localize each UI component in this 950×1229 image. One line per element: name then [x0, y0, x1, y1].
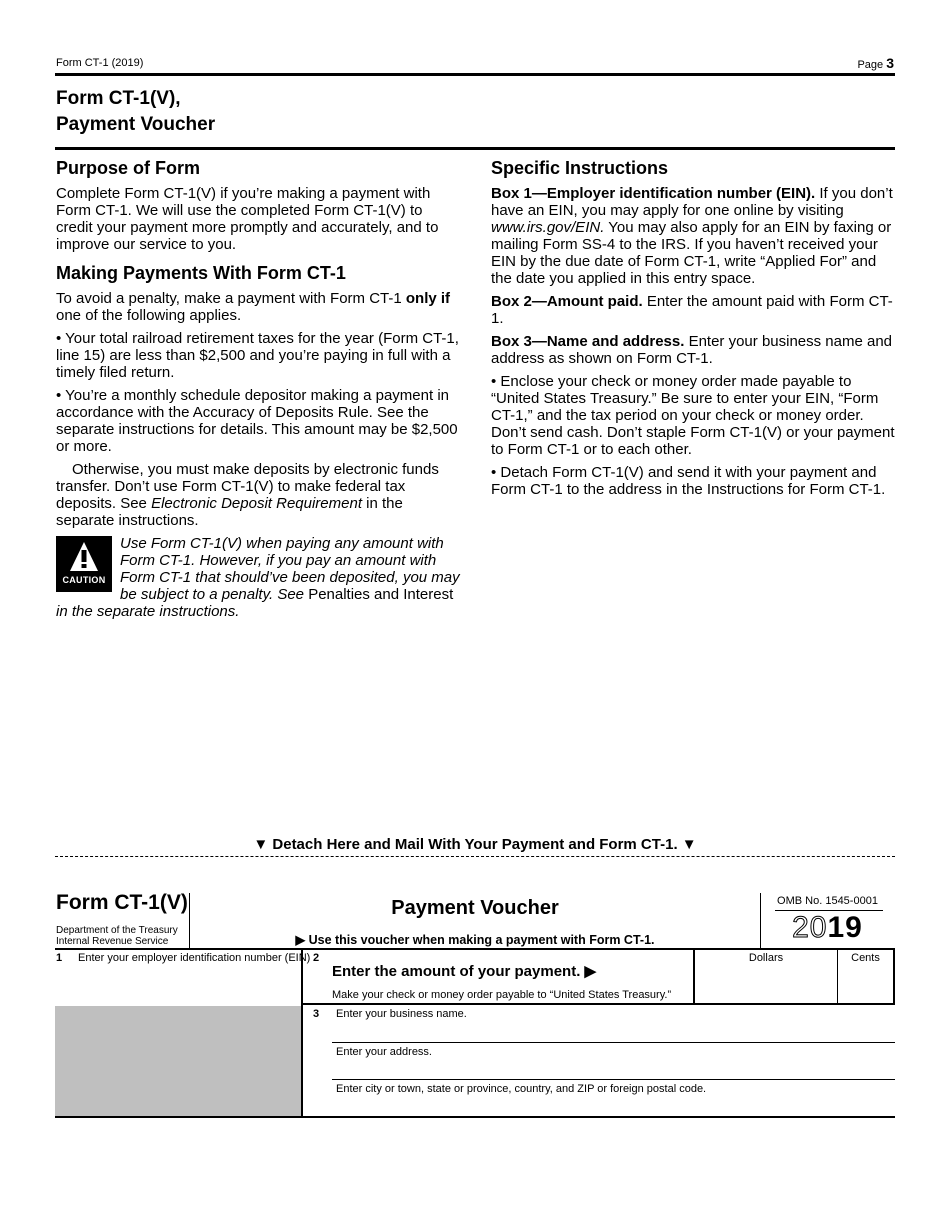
making-bullet-1: • Your total railroad retirement taxes for the year (Form CT-1, line 15) are less than $2,500 and you’re paying in full with a timely filed return.	[56, 330, 459, 381]
caution-icon	[56, 536, 112, 592]
header-form-year: Form CT-1 (2019)	[56, 57, 144, 69]
making-payments-heading: Making Payments With Form CT-1	[56, 263, 346, 283]
name-line	[332, 1042, 895, 1043]
page-label: Page	[857, 59, 884, 71]
purpose-heading: Purpose of Form	[56, 158, 201, 178]
box2-instructions: Box 2—Amount paid. Enter the amount paid with Form CT-1.	[491, 293, 893, 327]
page-title	[56, 86, 215, 138]
voucher-bottom-rule	[55, 1116, 895, 1118]
voucher-department: Department of the Treasury Internal Revenue Service	[56, 925, 178, 947]
making-payments-intro: To avoid a penalty, make a payment with Form CT-1 only if one of the following applies.	[56, 290, 451, 324]
header-page	[857, 55, 894, 71]
caution-text: Use Form CT-1(V) when paying any amount with Form CT-1. However, if you pay an amount with Form CT-1 that should’ve been deposited, you may be subject to a penalty. See Penalties and Interest in the separate instructions.	[56, 535, 460, 620]
voucher-use-text: ▶ Use this voucher when making a payment with Form CT-1.	[295, 933, 655, 947]
amount-payable-note: Make your check or money order payable to “United States Treasury.”	[332, 989, 672, 1001]
page-title-line2: Payment Voucher	[56, 114, 216, 135]
purpose-text: Complete Form CT-1(V) if you’re making a payment with Form CT-1. We will use the completed Form CT-1(V) to credit your payment more promptly and accurately, and to improve our service to you.	[56, 185, 439, 253]
detach-dashed-line	[55, 856, 895, 857]
address-line	[332, 1079, 895, 1080]
voucher-year: 2019	[792, 911, 863, 944]
business-name-field[interactable]: Enter your business name.	[336, 1008, 467, 1020]
omb-number: OMB No. 1545-0001	[777, 895, 878, 907]
page-title-line1: Form CT-1(V),	[56, 88, 181, 109]
otherwise-text: Otherwise, you must make deposits by electronic funds transfer. Don’t use Form CT-1(V) to make federal tax deposits. See Electronic Deposit Requirement in the separate instructions.	[56, 461, 439, 529]
amount-label: Enter the amount of your payment. ▶	[332, 963, 597, 980]
caution-label: CAUTION	[62, 575, 106, 585]
specific-instructions-heading: Specific Instructions	[491, 158, 669, 178]
address-field[interactable]: Enter your address.	[336, 1046, 432, 1058]
title-rule	[55, 147, 895, 150]
caution-note	[56, 535, 460, 620]
detach-instruction: ▼ Detach Here and Mail With Your Payment and Form CT-1. ▼	[253, 836, 697, 853]
voucher-shaded-area	[55, 1006, 301, 1117]
amount-box-number: 2	[313, 952, 320, 964]
enclose-bullet: • Enclose your check or money order made payable to “United States Treasury.” Be sure to enter your EIN, “Form CT-1,” and the tax period on your check or money order. Don’t send cash. Don’t staple Form CT-1(V) or your payment to Form CT-1 or to each other.	[491, 373, 895, 458]
voucher-form-name: Form CT-1(V)	[56, 891, 188, 914]
irs-ein-link[interactable]: www.irs.gov/EIN.	[491, 219, 605, 236]
page-number: 3	[886, 55, 894, 71]
city-zip-field[interactable]: Enter city or town, state or province, country, and ZIP or foreign postal code.	[336, 1083, 707, 1095]
name-box-number: 3	[313, 1008, 320, 1020]
voucher-title: Payment Voucher	[391, 897, 559, 919]
cents-field[interactable]: Cents	[851, 952, 880, 964]
box1-instructions: Box 1—Employer identification number (EIN). If you don’t have an EIN, you may apply for one online by visiting www.irs.gov/EIN. You may also apply for an EIN by faxing or mailing Form SS-4 to the IRS. If you haven’t received your EIN by the due date of Form CT-1, write “Applied For” and the date you applied in this entry space.	[491, 185, 893, 287]
right-column	[491, 158, 895, 504]
left-column	[56, 158, 460, 626]
ein-field[interactable]: 1 Enter your employer identification number (EIN)	[56, 952, 311, 964]
making-bullet-2: • You’re a monthly schedule depositor making a payment in accordance with the Accuracy of Deposits Rule. See the separate instructions for details. This amount may be $2,500 or more.	[56, 387, 458, 455]
dollars-field[interactable]: Dollars	[748, 952, 784, 964]
box3-instructions: Box 3—Name and address. Enter your business name and address as shown on Form CT-1.	[491, 333, 893, 367]
detach-bullet: • Detach Form CT-1(V) and send it with your payment and Form CT-1 to the address in the Instructions for Form CT-1.	[491, 464, 886, 498]
header-rule	[55, 73, 895, 76]
